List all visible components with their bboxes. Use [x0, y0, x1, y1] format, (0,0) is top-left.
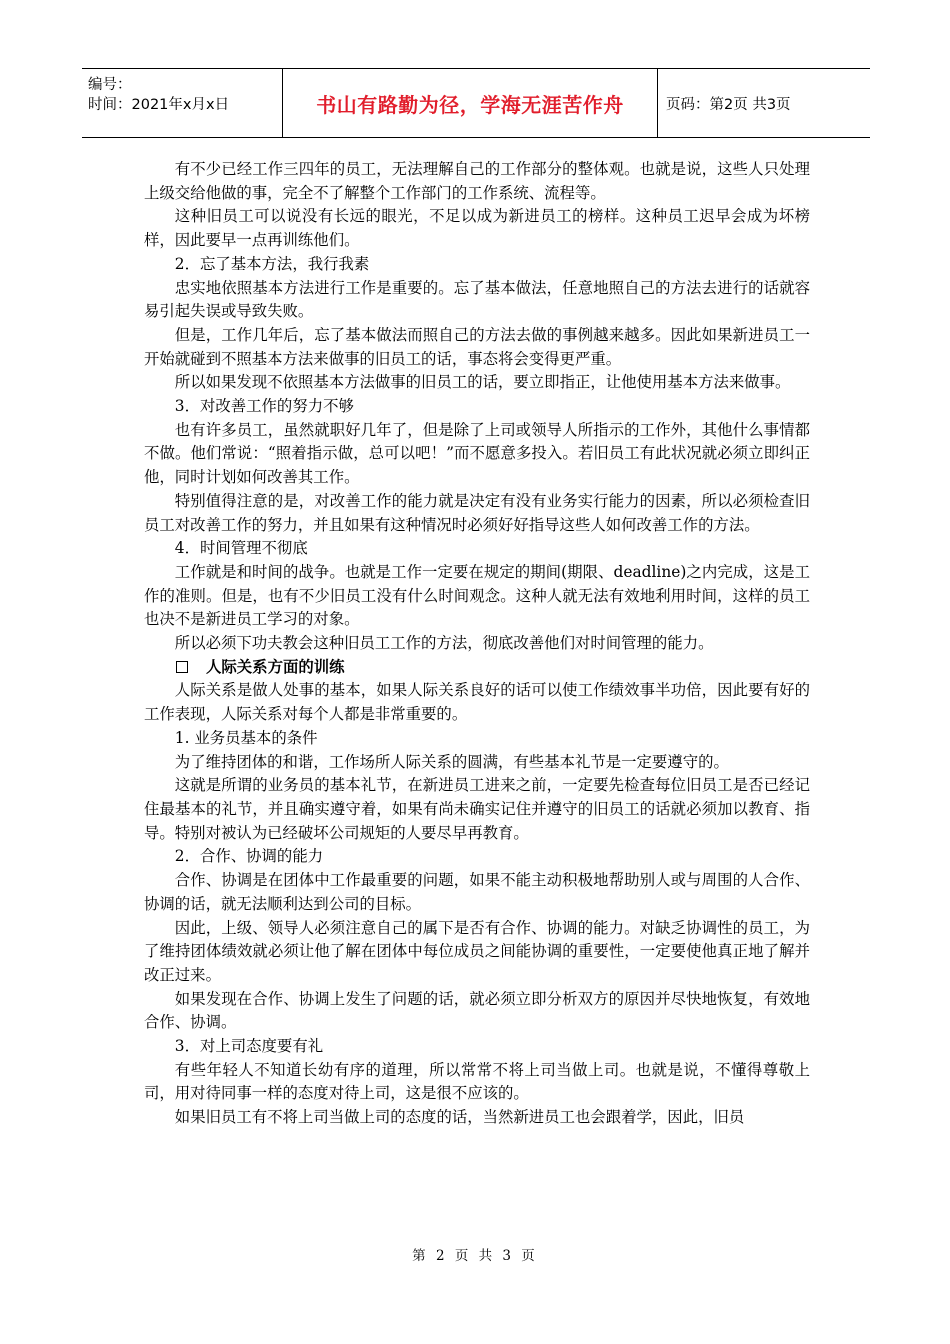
page-header	[82, 68, 870, 138]
paragraph: 也有许多员工，虽然就职好几年了，但是除了上司或领导人所指示的工作外，其他什么事情都不做。他们常说：“照着指示做，总可以吧！”而不愿意多投入。若旧员工有此状况就必须立即纠正他，同时计划如何改善其工作。	[144, 420, 810, 487]
document-body	[144, 158, 810, 1130]
paragraph: 所以如果发现不依照基本方法做事的旧员工的话，要立即指正，让他使用基本方法来做事。	[174, 373, 791, 392]
paragraph: 这种旧员工可以说没有长远的眼光，不足以成为新进员工的榜样。这种员工迟早会成为坏榜样，因此要早一点再训练他们。	[144, 207, 810, 250]
paragraph: 为了维持团体的和谐，工作场所人际关系的圆满，有些基本礼节是一定要遵守的。	[174, 752, 729, 771]
section-heading	[144, 656, 810, 680]
date-label: 时间：2021年x月x日	[88, 97, 230, 113]
paragraph: 人际关系是做人处事的基本，如果人际关系良好的话可以使工作绩效事半功倍，因此要有好的工作表现，人际关系对每个人都是非常重要的。	[144, 681, 810, 724]
numbered-heading: 2．合作、协调的能力	[174, 847, 324, 866]
numbered-heading: 2．忘了基本方法，我行我素	[174, 254, 370, 273]
paragraph: 有不少已经工作三四年的员工，无法理解自己的工作部分的整体观。也就是说，这些人只处理上级交给他做的事，完全不了解整个工作部门的工作系统、流程等。	[144, 160, 810, 202]
number-label: 编号：	[88, 77, 132, 93]
paragraph: 所以必须下功夫教会这种旧员工工作的方法，彻底改善他们对时间管理的能力。	[174, 634, 714, 653]
checkbox-square-icon	[176, 661, 188, 673]
header-meta	[82, 69, 283, 137]
paragraph: 因此，上级、领导人必须注意自己的属下是否有合作、协调的能力。对缺乏协调性的员工，为了维持团体绩效就必须让他了解在团体中每位成员之间能协调的重要性，一定要使他真正地了解并改正过来。	[144, 918, 810, 984]
paragraph: 合作、协调是在团体中工作最重要的问题，如果不能主动积极地帮助别人或与周围的人合作、协调的话，就无法顺利达到公司的目标。	[144, 871, 810, 913]
paragraph: 如果发现在合作、协调上发生了问题的话，就必须立即分析双方的原因并尽快地恢复，有效地合作、协调。	[144, 989, 810, 1032]
header-page-cell	[658, 69, 870, 137]
paragraph: 工作就是和时间的战争。也就是工作一定要在规定的期间(期限、deadline)之内完成，这是工作的准则。但是，也有不少旧员工没有什么时间观念。这种人就无法有效地利用时间，这样的员工也决不是新进员工学习的对象。	[144, 562, 810, 629]
section-heading-text: 人际关系方面的训练	[206, 657, 345, 676]
paragraph: 如果旧员工有不将上司当做上司的态度的话，当然新进员工也会跟着学，因此，旧员	[174, 1108, 745, 1127]
paragraph: 有些年轻人不知道长幼有序的道理，所以常常不将上司当做上司。也就是说，不懂得尊敬上司，用对待同事一样的态度对待上司，这是很不应该的。	[144, 1060, 810, 1103]
paragraph: 忠实地依照基本方法进行工作是重要的。忘了基本做法，任意地照自己的方法去进行的话就容易引起失误或导致失败。	[144, 278, 810, 321]
paragraph: 这就是所谓的业务员的基本礼节，在新进员工进来之前，一定要先检查每位旧员工是否已经记住最基本的礼节，并且确实遵守着，如果有尚未确实记住并遵守的旧员工的话就必须加以教育、指导。特别对被认为已经破坏公司规矩的人要尽早再教育。	[144, 776, 810, 842]
paragraph: 但是，工作几年后，忘了基本做法而照自己的方法去做的事例越来越多。因此如果新进员工一开始就碰到不照基本方法来做事的旧员工的话，事态将会变得更严重。	[144, 325, 810, 368]
numbered-heading: 3．对上司态度要有礼	[174, 1037, 324, 1056]
page-footer: 第 2 页 共 3 页	[412, 1248, 538, 1264]
page-info: 页码：第2页 共3页	[666, 97, 791, 113]
numbered-heading: 3．对改善工作的努力不够	[174, 397, 354, 416]
header-motto-cell	[283, 69, 658, 137]
motto: 书山有路勤为径，学海无涯苦作舟	[316, 93, 624, 117]
numbered-heading: 1. 业务员基本的条件	[174, 728, 318, 747]
numbered-heading: 4．时间管理不彻底	[174, 539, 308, 558]
paragraph: 特别值得注意的是，对改善工作的能力就是决定有没有业务实行能力的因素，所以必须检查旧员工对改善工作的努力，并且如果有这种情况时必须好好指导这些人如何改善工作的方法。	[144, 491, 810, 534]
